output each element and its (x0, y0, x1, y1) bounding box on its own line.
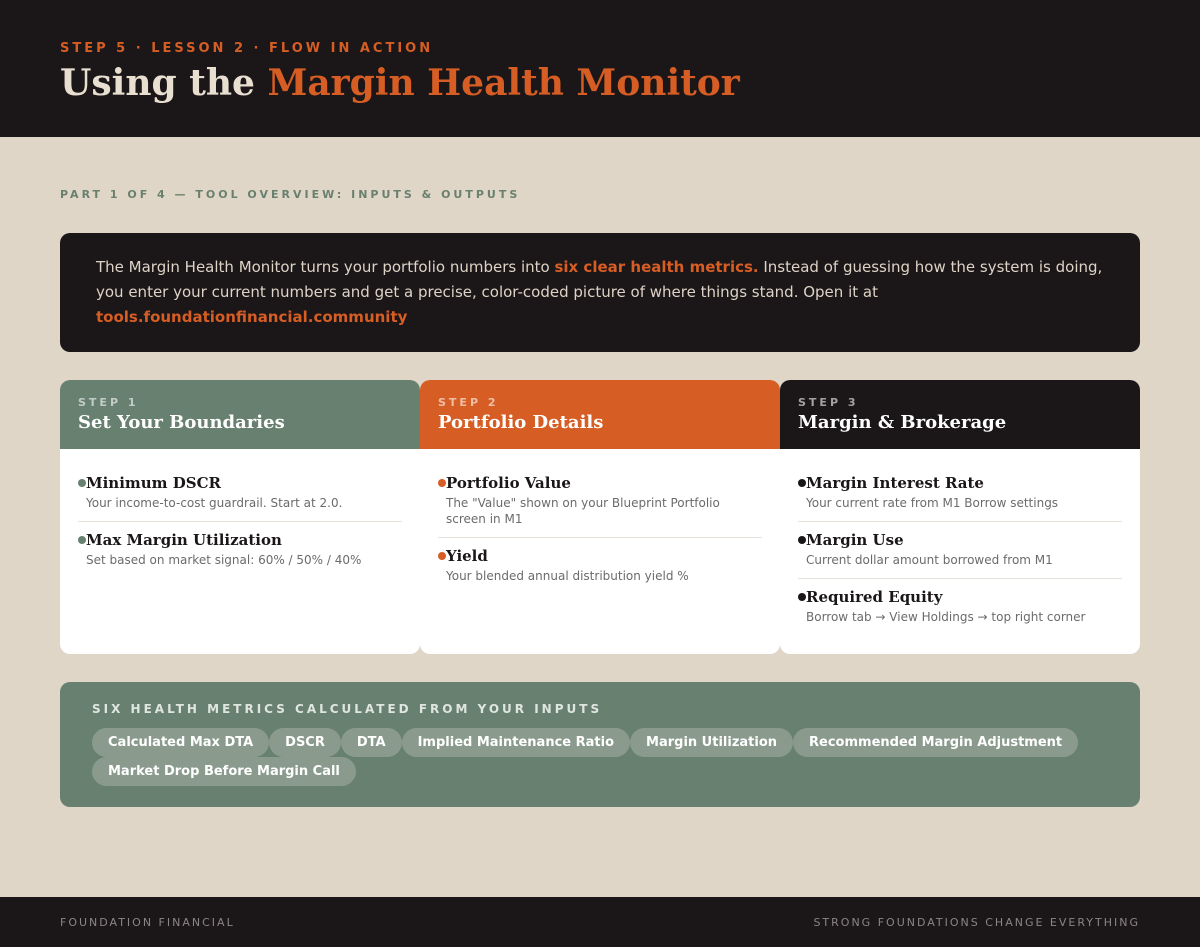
footer-tagline: STRONG FOUNDATIONS CHANGE EVERYTHING (813, 916, 1140, 929)
bullet-dot-icon (798, 479, 806, 487)
input-description: Borrow tab → View Holdings → top right corner (806, 610, 1086, 624)
metric-pill: Calculated Max DTA (92, 728, 269, 757)
tools-link[interactable]: tools.foundationfinancial.community (96, 308, 408, 326)
metric-pill: DTA (341, 728, 402, 757)
input-title: Max Margin Utilization (86, 531, 282, 549)
input-description: Your blended annual distribution yield % (446, 569, 689, 583)
intro-text (96, 255, 1104, 330)
metrics-panel (60, 682, 1140, 807)
input-description: Current dollar amount borrowed from M1 (806, 553, 1053, 567)
input-title: Required Equity (806, 588, 943, 606)
bullet-dot-icon (438, 479, 446, 487)
input-title: Yield (446, 547, 488, 565)
input-title: Margin Use (806, 531, 904, 549)
input-title: Margin Interest Rate (806, 474, 984, 492)
metrics-title: SIX HEALTH METRICS CALCULATED FROM YOUR INPUTS (92, 702, 603, 716)
input-title: Minimum DSCR (86, 474, 222, 492)
input-item-margin-use (798, 522, 1122, 579)
step-title: Margin & Brokerage (798, 412, 1007, 433)
metrics-pill-list (92, 728, 1108, 786)
step-number: STEP 3 (798, 396, 859, 409)
step-card-margin (780, 380, 1140, 654)
step-body (60, 449, 420, 578)
step-title: Portfolio Details (438, 412, 604, 433)
page-header (0, 0, 1200, 137)
input-description: Your income-to-cost guardrail. Start at 2.0. (86, 496, 343, 510)
bullet-dot-icon (798, 593, 806, 601)
step-card-portfolio (420, 380, 780, 654)
step-header (420, 380, 780, 449)
bullet-dot-icon (798, 536, 806, 544)
input-item-margin-interest-rate (798, 465, 1122, 522)
intro-card (60, 233, 1140, 352)
metric-pill: Market Drop Before Margin Call (92, 757, 356, 786)
intro-text-before: The Margin Health Monitor turns your portfolio numbers into (96, 258, 555, 276)
input-description: Set based on market signal: 60% / 50% / 40% (86, 553, 362, 567)
step-header (780, 380, 1140, 449)
step-number: STEP 2 (438, 396, 499, 409)
metric-pill: Recommended Margin Adjustment (793, 728, 1078, 757)
input-item-required-equity (798, 579, 1122, 635)
footer-brand: FOUNDATION FINANCIAL (60, 916, 235, 929)
page-title (60, 62, 740, 104)
step-card-boundaries (60, 380, 420, 654)
metric-pill: DSCR (269, 728, 341, 757)
step-body (780, 449, 1140, 635)
input-item-portfolio-value (438, 465, 762, 538)
input-description: The "Value" shown on your Blueprint Portfolio screen in M1 (446, 496, 720, 526)
step-body (420, 449, 780, 594)
intro-text-after: Instead of guessing how the system is doing, you enter your current numbers and get a precise, color-coded picture of where things stand. Open it at (96, 258, 1103, 301)
step-title: Set Your Boundaries (78, 412, 285, 433)
title-accent: Margin Health Monitor (267, 62, 740, 104)
bullet-dot-icon (438, 552, 446, 560)
intro-highlight: six clear health metrics. (554, 258, 759, 276)
input-item-max-margin-utilization (78, 522, 402, 578)
lesson-eyebrow: STEP 5 · LESSON 2 · FLOW IN ACTION (60, 41, 434, 56)
bullet-dot-icon (78, 479, 86, 487)
metric-pill: Implied Maintenance Ratio (402, 728, 630, 757)
step-number: STEP 1 (78, 396, 139, 409)
steps-row (60, 380, 1140, 654)
input-description: Your current rate from M1 Borrow settings (806, 496, 1059, 510)
page-footer (0, 897, 1200, 947)
bullet-dot-icon (78, 536, 86, 544)
step-header (60, 380, 420, 449)
title-plain: Using the (60, 62, 268, 104)
input-title: Portfolio Value (446, 474, 571, 492)
input-item-minimum-dscr (78, 465, 402, 522)
input-item-yield (438, 538, 762, 594)
metric-pill: Margin Utilization (630, 728, 793, 757)
part-label: PART 1 OF 4 — TOOL OVERVIEW: INPUTS & OUTPUTS (60, 188, 521, 201)
